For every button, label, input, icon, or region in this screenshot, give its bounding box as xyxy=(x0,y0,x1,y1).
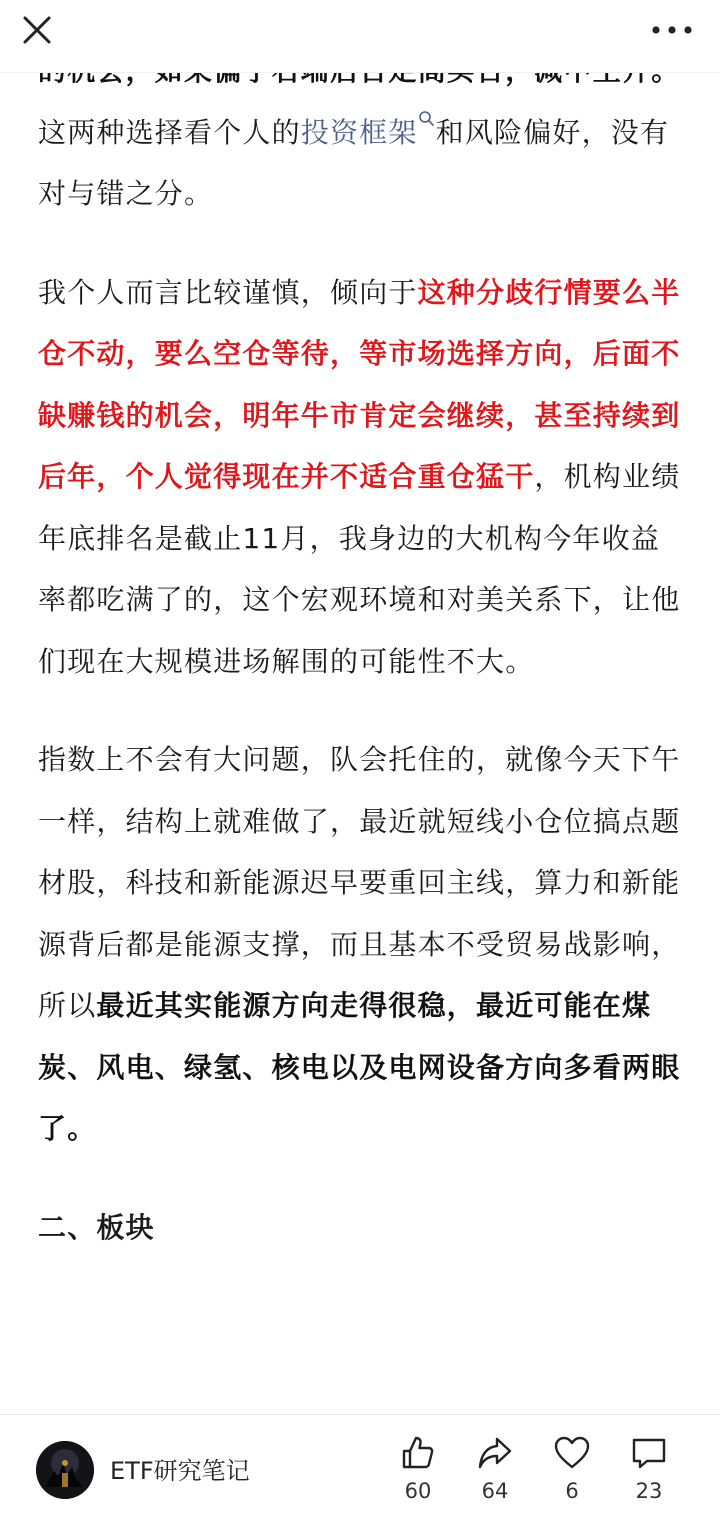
paragraph-2 xyxy=(38,262,684,693)
share-count: 64 xyxy=(481,1479,509,1503)
author-name[interactable]: ETF研究笔记 xyxy=(110,1457,250,1485)
thumbs-up-icon xyxy=(398,1433,438,1473)
text: ，机构业绩年底排名是截止11月，我身边的大机构今年收益率都吃满了的，这个宏观环境和对美关系下，让他们现在大规模进场解围的可能性不大。 xyxy=(38,460,681,678)
highlight-red-text: 这种分歧行情要么半仓不动，要么空仓等待，等市场选择方向，后面不缺赚钱的机会，明年牛市肯定会继续，甚至持续到后年，个人觉得现在并不适合重仓猛干 xyxy=(38,275,681,493)
favorite-button[interactable] xyxy=(540,1433,604,1503)
search-icon[interactable] xyxy=(418,110,436,128)
avatar-image xyxy=(36,1441,94,1499)
share-arrow-icon xyxy=(475,1433,515,1473)
text: 指数上不会有大问题，队会托住的，就像今天下午一样，结构上就难做了，最近就短线小仓位搞点题材股，科技和新能源迟早要重回主线，算力和新能源背后都是能源支撑，而且基本不受贸易战影响，所以 xyxy=(38,743,681,1022)
heart-icon xyxy=(552,1433,592,1473)
comment-bubble-icon xyxy=(629,1433,669,1473)
bold-text: 最近其实能源方向走得很稳，最近可能在煤炭、风电、绿氢、核电以及电网设备方向多看两眼了。 xyxy=(38,989,681,1145)
like-count: 60 xyxy=(404,1479,432,1503)
paragraph-3 xyxy=(38,729,684,1160)
like-button[interactable] xyxy=(386,1433,450,1503)
comment-count: 23 xyxy=(635,1479,663,1503)
more-dots-icon[interactable] xyxy=(644,16,700,46)
comment-button[interactable] xyxy=(617,1433,681,1503)
bottom-bar xyxy=(0,1414,720,1523)
top-bar xyxy=(0,0,720,73)
article-body xyxy=(38,40,684,1295)
section-heading: 二、板块 xyxy=(38,1210,155,1244)
share-button[interactable] xyxy=(463,1433,527,1503)
text: 我个人而言比较谨慎，倾向于 xyxy=(38,275,418,309)
close-icon[interactable] xyxy=(14,10,60,56)
text: 和风险偏好，没有对与错之分。 xyxy=(38,115,670,210)
favorite-count: 6 xyxy=(565,1479,579,1503)
avatar[interactable] xyxy=(36,1441,94,1499)
text: 这两种选择看个人的 xyxy=(38,115,301,149)
keyword-link[interactable]: 投资框架 xyxy=(300,115,418,149)
